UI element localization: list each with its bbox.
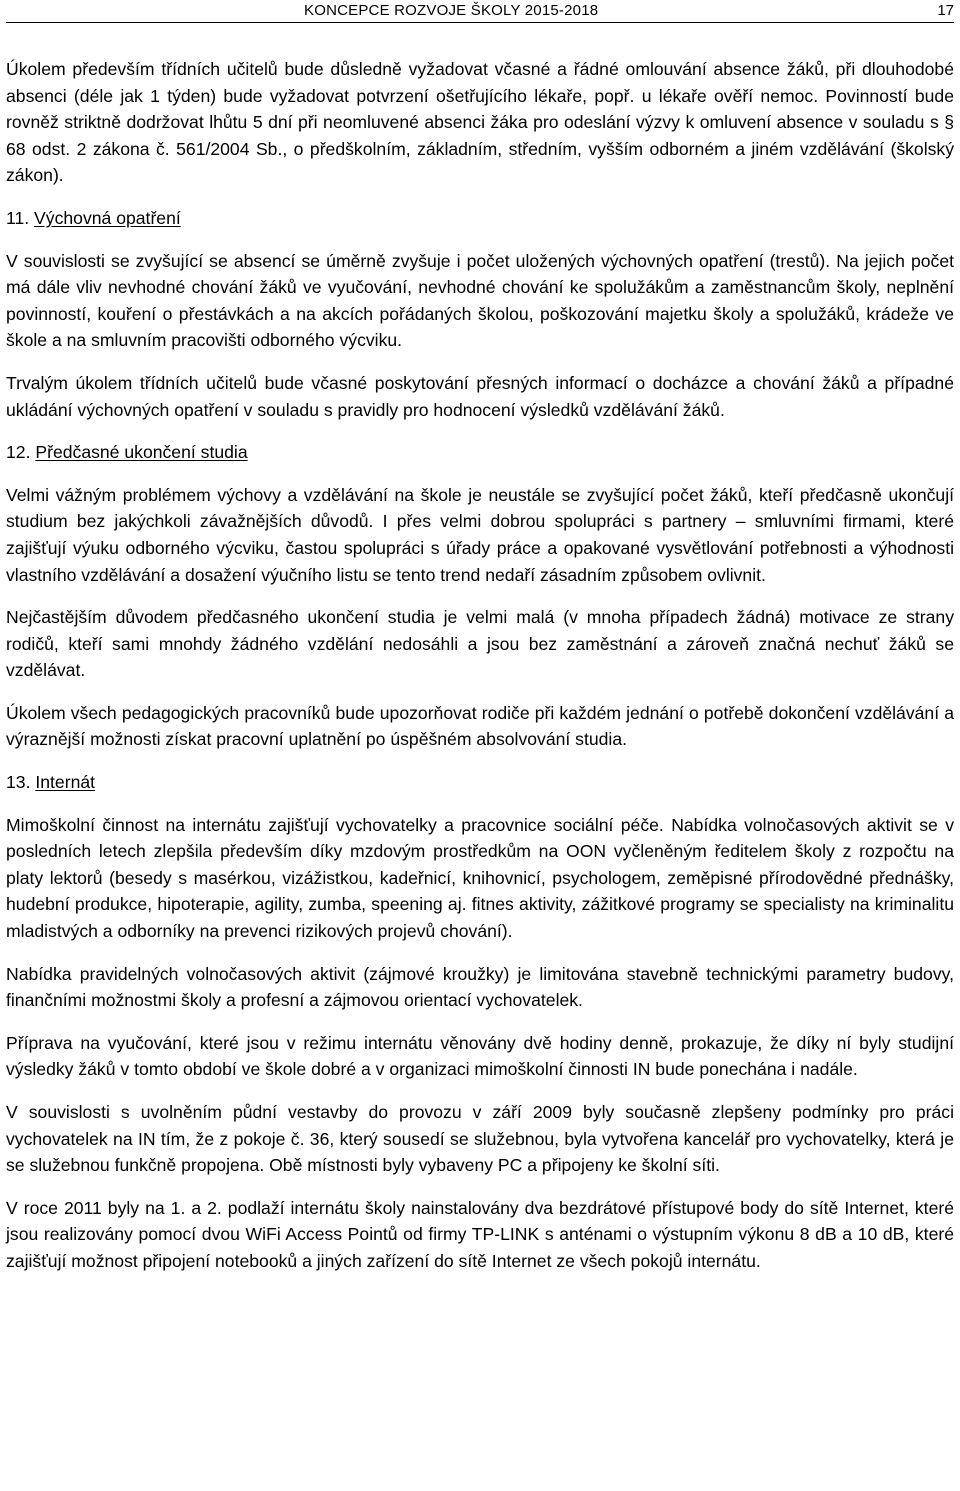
section-11-title: Výchovná opatření <box>34 207 181 228</box>
section-13-paragraph-5: V roce 2011 byly na 1. a 2. podlaží internátu školy nainstalovány dva bezdrátové přístupové body do sítě Internet, které jsou realizovány pomocí dvou WiFi Access Pointů od firmy TP-LINK s anténami o výstupním výkonu 8 dB a 10 dB, které zajišťují možnost připojení notebooků a jiných zařízení do sítě Internet ze všech pokojů internátu. <box>6 1197 954 1271</box>
section-13-paragraph-3: Příprava na vyučování, které jsou v režimu internátu věnovány dvě hodiny denně, prokazuje, že díky ní byly studijní výsledky žáků v tomto období ve škole dobré a v organizaci mimoškolní činnosti IN bude ponechána i nadále. <box>6 1032 954 1080</box>
section-13-title: Internát <box>35 772 96 793</box>
page-header <box>6 0 954 23</box>
section-13-heading <box>6 769 954 796</box>
section-11-paragraph-2: Trvalým úkolem třídních učitelů bude včasné poskytování přesných informací o docházce a chování žáků a případné ukládání výchovných opatření v souladu s pravidly pro hodnocení výsledků vzdělávání žáků. <box>6 372 954 420</box>
intro-paragraph: Úkolem především třídních učitelů bude důsledně vyžadovat včasné a řádné omlouvání absence žáků, při dlouhodobé absenci (déle jak 1 týden) bude vyžadovat potvrzení ošetřujícího lékaře, popř. u lékaře ověří nemoc. Povinností bude rovněž striktně dodržovat lhůtu 5 dní při neomluvené absenci žáka pro odeslání výzvy k omluvení absence v souladu s § 68 odst. 2 zákona č. 561/2004 Sb., o předškolním, základním, středním, vyšším odborném a jiném vzdělávání (školský zákon). <box>6 59 954 186</box>
section-12-paragraph-2: Nejčastějším důvodem předčasného ukončení studia je velmi malá (v mnoha případech žádná) motivace ze strany rodičů, kteří sami mnohdy žádného vzdělání nedosáhli a jsou bez zaměstnání a zároveň značná nechuť žáků se vzdělávat. <box>6 607 954 681</box>
section-13-number: 13. <box>6 772 31 793</box>
page-content <box>6 56 954 1275</box>
section-12-heading <box>6 439 954 466</box>
section-12-paragraph-3: Úkolem všech pedagogických pracovníků bude upozorňovat rodiče při každém jednání o potřebě dokončení vzdělávání a výraznější možnosti získat pracovní uplatnění po úspěšném absolvování studia. <box>6 702 954 750</box>
section-11-number: 11. <box>6 207 30 228</box>
header-title: KONCEPCE ROZVOJE ŠKOLY 2015-2018 <box>304 2 599 19</box>
section-12-number: 12. <box>6 442 31 463</box>
section-12-title: Předčasné ukončení studia <box>35 442 248 463</box>
section-13-paragraph-1: Mimoškolní činnost na internátu zajišťují vychovatelky a pracovnice sociální péče. Nabídka volnočasových aktivit se v posledních letech zlepšila především díky mzdovým prostředkům na OON vyčleněným ředitelem školy z rozpočtu na platy lektorů (besedy s masérkou, vizážistkou, kadeřnicí, knihovnicí, psychologem, zeměpisné přírodovědné přednášky, hudební produkce, hipoterapie, agility, zumba, speening aj. fitnes aktivity, zážitkové programy se specialisty na kriminalitu mladistvých a odborníky na prevenci rizikových projevů chování). <box>6 814 954 942</box>
section-13-paragraph-4: V souvislosti s uvolněním půdní vestavby do provozu v září 2009 byly současně zlepšeny podmínky pro práci vychovatelek na IN tím, že z pokoje č. 36, který sousedí se služebnou, byla vytvořena kancelář pro vychovatelky, která je se služebnou funkčně propojena. Obě místnosti byly vybaveny PC a připojeny ke školní síti. <box>6 1102 954 1176</box>
page-number: 17 <box>937 2 954 19</box>
section-13-paragraph-2: Nabídka pravidelných volnočasových aktivit (zájmové kroužky) je limitována stavebně technickými parametry budovy, finančními možnostmi školy a profesní a zájmovou orientací vychovatelek. <box>6 963 954 1011</box>
section-11-heading <box>6 205 954 232</box>
section-11-paragraph-1: V souvislosti se zvyšující se absencí se úměrně zvyšuje i počet uložených výchovných opatření (trestů). Na jejich počet má dále vliv nevhodné chování žáků ve vyučování, nevhodné chování ke spolužákům a zaměstnancům školy, neplnění povinností, kouření o přestávkách a na akcích pořádaných školou, poškozování majetku školy a spolužáků, krádeže ve škole a na smluvním pracovišti odborného výcviku. <box>6 250 954 351</box>
section-12-paragraph-1: Velmi vážným problémem výchovy a vzdělávání na škole je neustále se zvyšující počet žáků, kteří předčasně ukončují studium bez jakýchkoli závažnějších důvodů. I přes velmi dobrou spolupráci s partnery – smluvními firmami, které zajišťují výuku odborného výcviku, častou spolupráci s úřady práce a opakované vysvětlování potřebnosti a výhodnosti vlastního vzdělávání a dosažení výučního listu se tento trend nedaří zásadním způsobem ovlivnit. <box>6 484 954 585</box>
